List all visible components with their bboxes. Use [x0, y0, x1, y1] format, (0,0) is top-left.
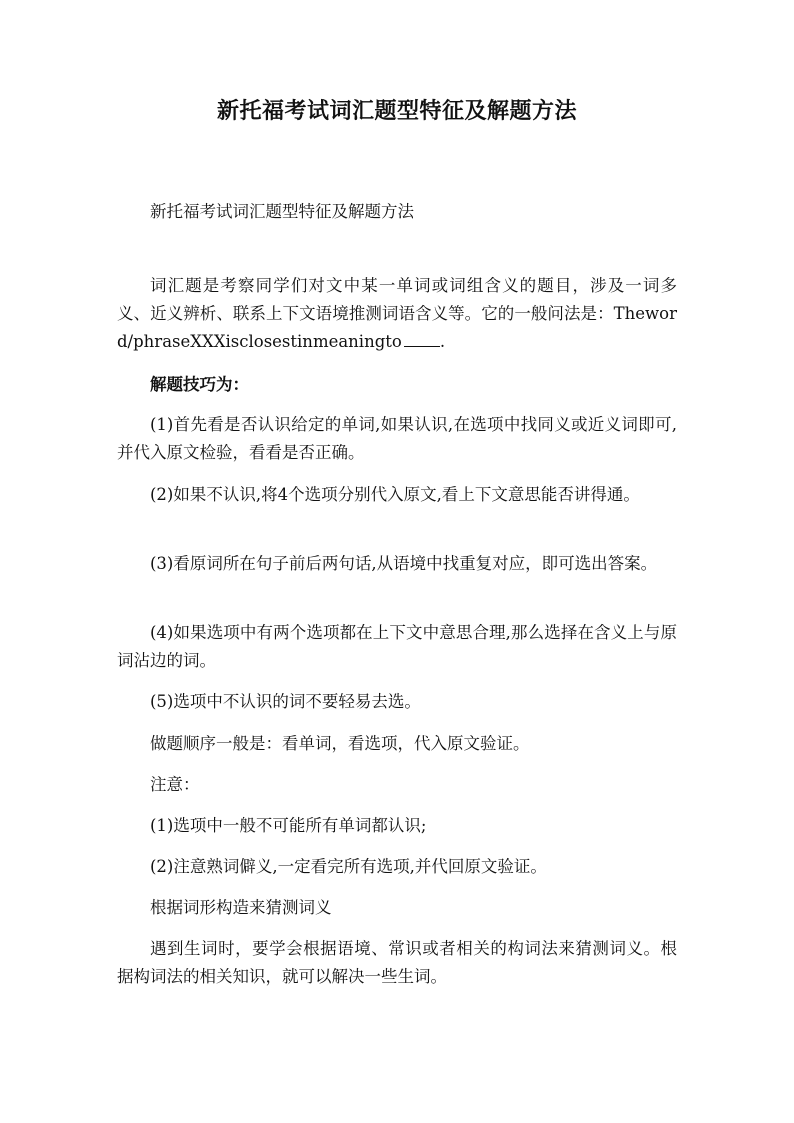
intro-text: 词汇题是考察同学们对文中某一单词或词组含义的题目，涉及一词多义、近义辨析、联系上下文语境推测词语含义等。它的一般问法是：Theword/phraseXXXisclosestinmeaningto	[117, 276, 677, 351]
tip-5: (5)选项中不认识的词不要轻易去选。	[150, 692, 421, 711]
tip-2: (2)如果不认识,将4个选项分别代入原文,看上下文意思能否讲得通。	[150, 485, 640, 504]
intro-end: .	[439, 332, 446, 351]
subtitle-paragraph: 新托福考试词汇题型特征及解题方法	[150, 202, 414, 221]
tip-3: (3)看原词所在句子前后两句话,从语境中找重复对应，即可选出答案。	[150, 554, 658, 573]
intro-paragraph	[117, 272, 677, 356]
note-heading: 注意：	[150, 775, 200, 794]
section-paragraph: 遇到生词时，要学会根据语境、常识或者相关的构词法来猜测词义。根据构词法的相关知识，就可以解决一些生词。	[117, 939, 677, 986]
section-heading: 根据词形构造来猜测词义	[150, 898, 332, 917]
tip-4: (4)如果选项中有两个选项都在上下文中意思合理,那么选择在含义上与原词沾边的词。	[117, 623, 677, 670]
tip-1: (1)首先看是否认识给定的单词,如果认识,在选项中找同义或近义词即可,并代入原文检验，看看是否正确。	[117, 415, 677, 462]
answer-blank	[404, 332, 440, 347]
note-1: (1)选项中一般不可能所有单词都认识;	[150, 816, 427, 835]
tips-heading: 解题技巧为：	[150, 375, 249, 394]
note-2: (2)注意熟词僻义,一定看完所有选项,并代回原文验证。	[150, 857, 547, 876]
document-title: 新托福考试词汇题型特征及解题方法	[216, 98, 577, 124]
order-paragraph: 做题顺序一般是：看单词，看选项，代入原文验证。	[150, 734, 530, 753]
